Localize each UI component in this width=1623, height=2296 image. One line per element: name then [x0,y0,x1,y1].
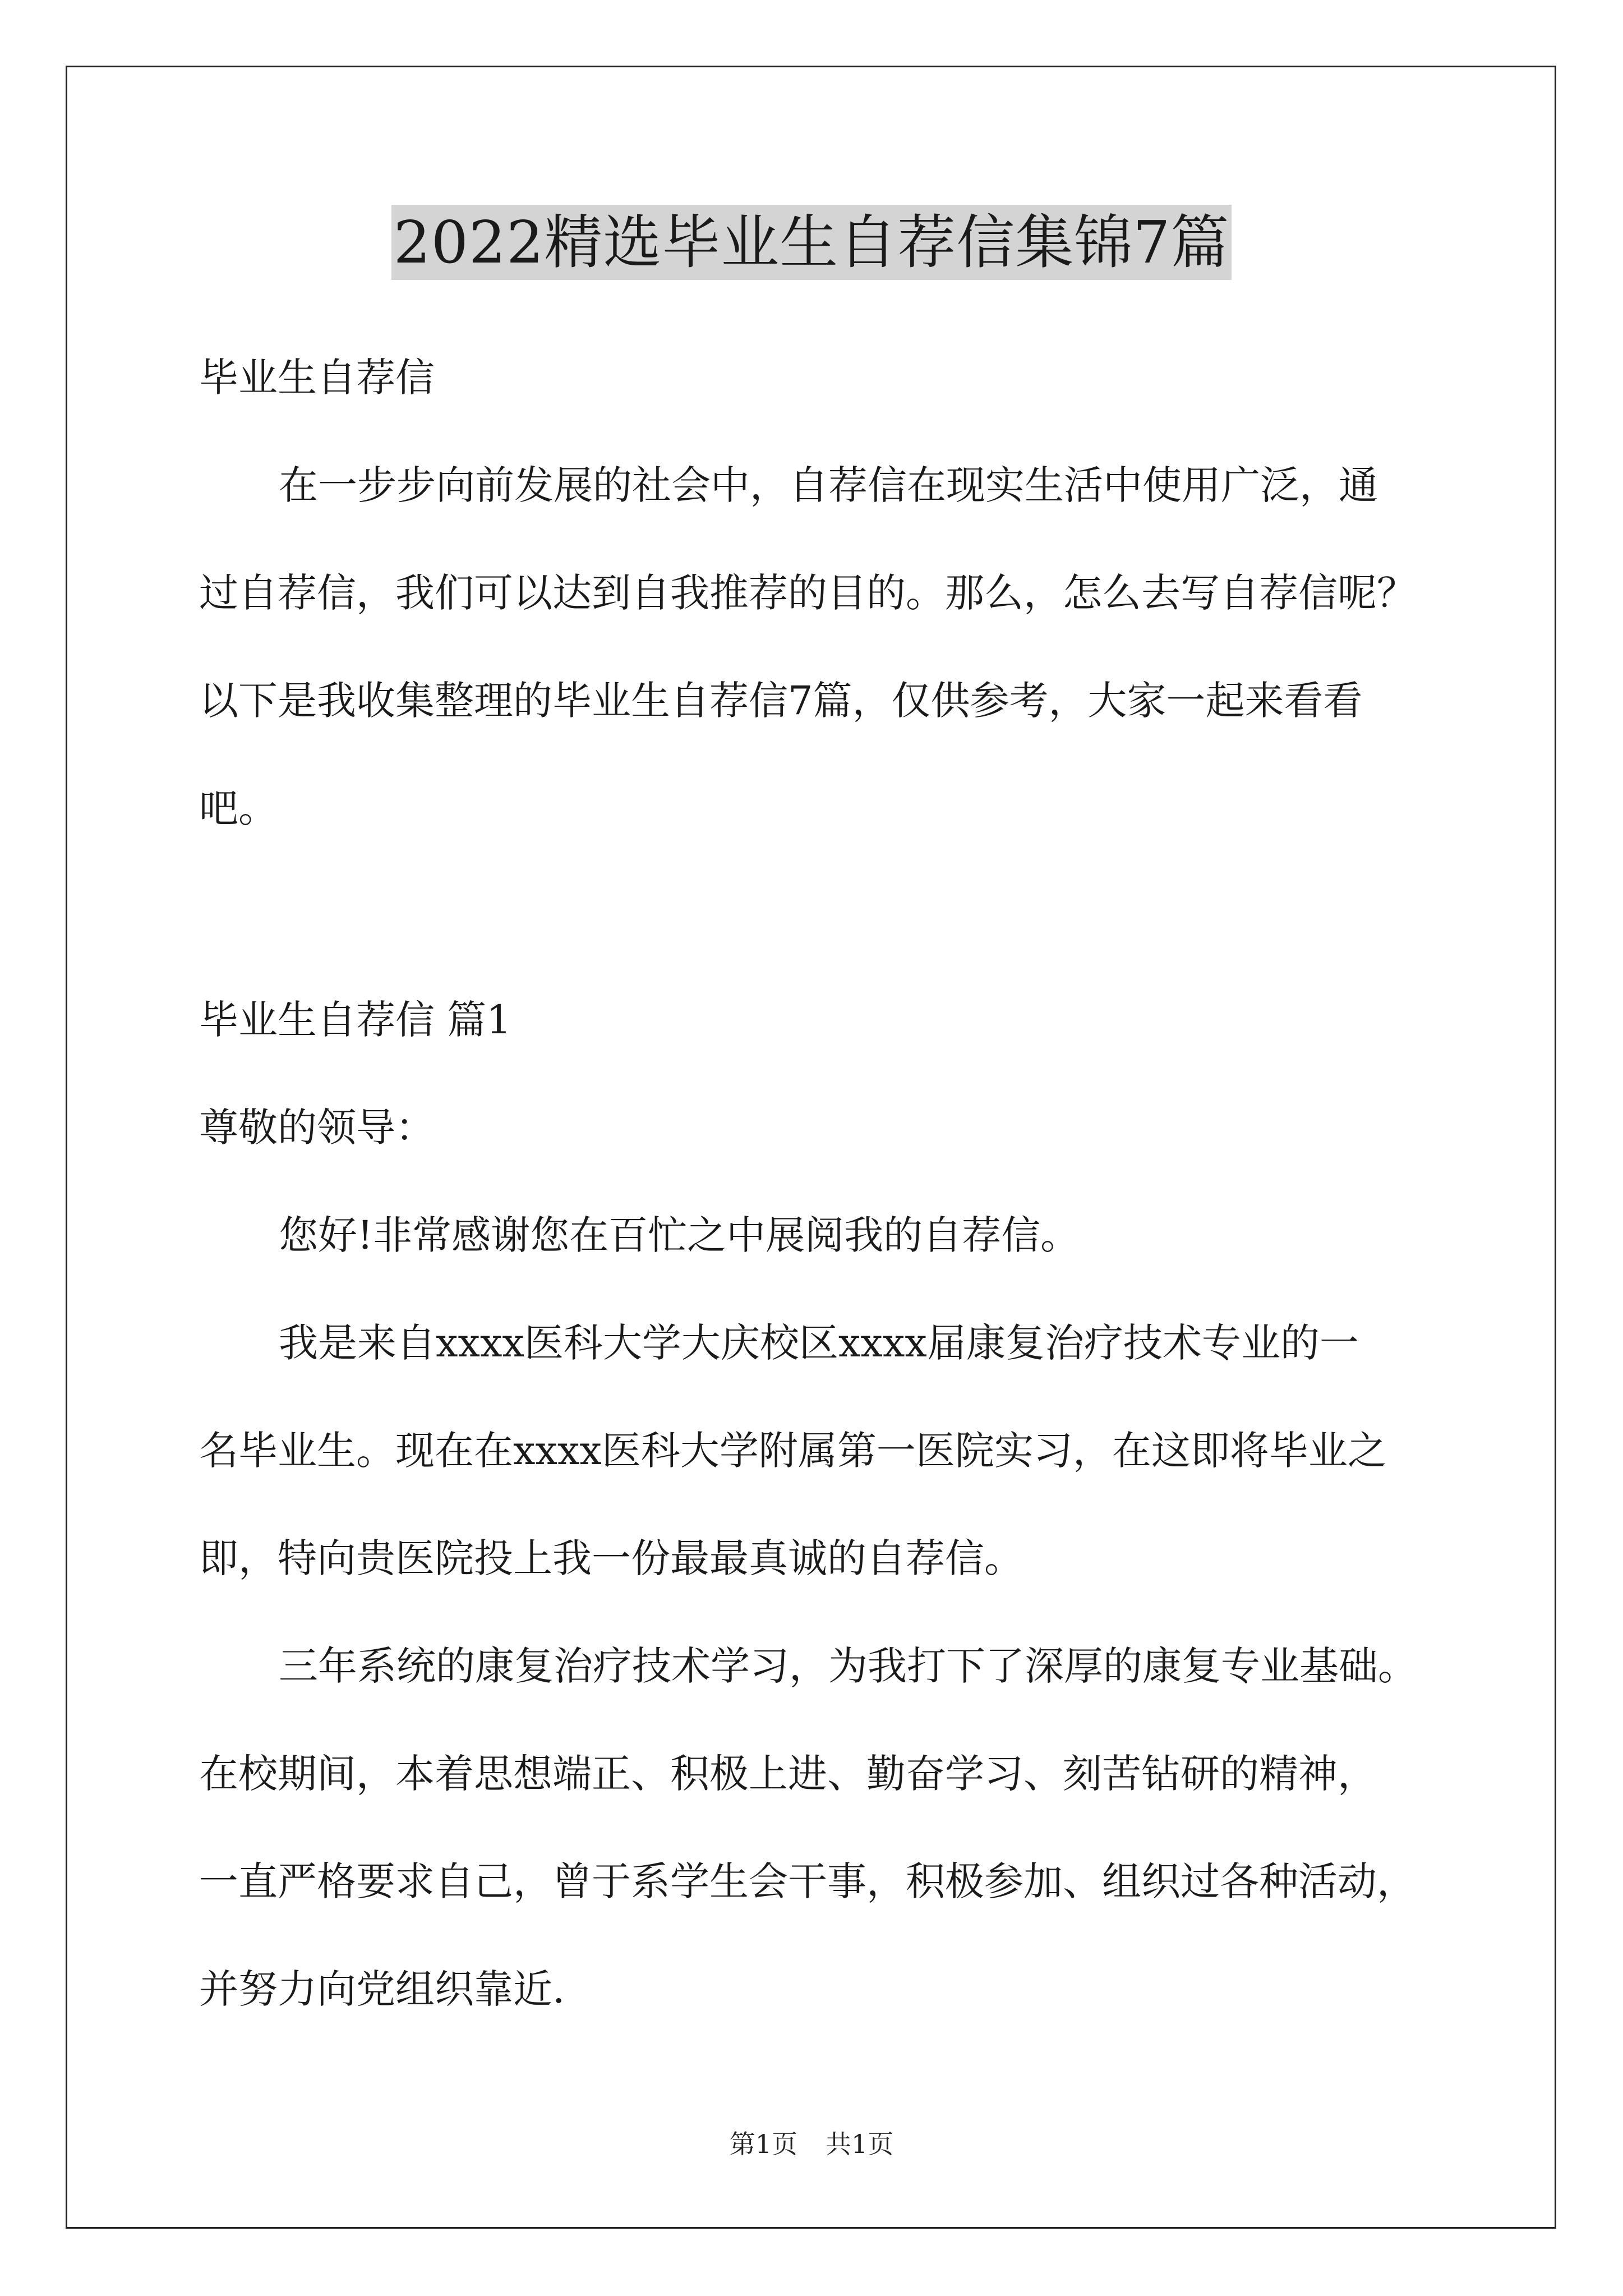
salutation: 尊敬的领导： [199,1105,435,1151]
paragraph-1-line-1: 您好!非常感谢您在百忙之中展阅我的自荐信。 [279,1212,1080,1258]
intro-line-4: 吧。 [199,785,278,831]
intro-line-2: 过自荐信，我们可以达到自我推荐的目的。那么，怎么去写自荐信呢？ [199,570,1416,616]
paragraph-2-line-3: 即，特向贵医院投上我一份最最真诚的自荐信。 [199,1535,1023,1581]
paragraph-3-line-1: 三年系统的康复治疗技术学习，为我打下了深厚的康复专业基础。 [279,1643,1417,1689]
paragraph-2-line-2: 名毕业生。现在在xxxx医科大学附属第一医院实习，在这即将毕业之 [199,1428,1387,1474]
intro-line-3: 以下是我收集整理的毕业生自荐信7篇，仅供参考，大家一起来看看 [199,678,1363,724]
paragraph-3-line-2: 在校期间，本着思想端正、积极上进、勤奋学习、刻苦钻研的精神， [199,1751,1377,1797]
page-number-current: 第1页 [729,2129,797,2159]
paragraph-2-line-1: 我是来自xxxx医科大学大庆校区xxxx届康复治疗技术专业的一 [279,1320,1359,1366]
paragraph-3-line-3: 一直严格要求自己，曾于系学生会干事，积极参加、组织过各种活动， [199,1858,1416,1904]
page-footer [0,2127,1623,2161]
title-container [0,205,1623,280]
page-number-total: 共1页 [826,2129,894,2159]
paragraph-3-line-4: 并努力向党组织靠近. [199,1966,565,2012]
section-heading-letter-1: 毕业生自荐信 篇1 [199,997,511,1043]
intro-line-1: 在一步步向前发展的社会中，自荐信在现实生活中使用广泛，通 [279,462,1378,508]
section-heading-intro: 毕业生自荐信 [199,355,435,401]
document-title: 2022精选毕业生自荐信集锦7篇 [391,205,1232,280]
